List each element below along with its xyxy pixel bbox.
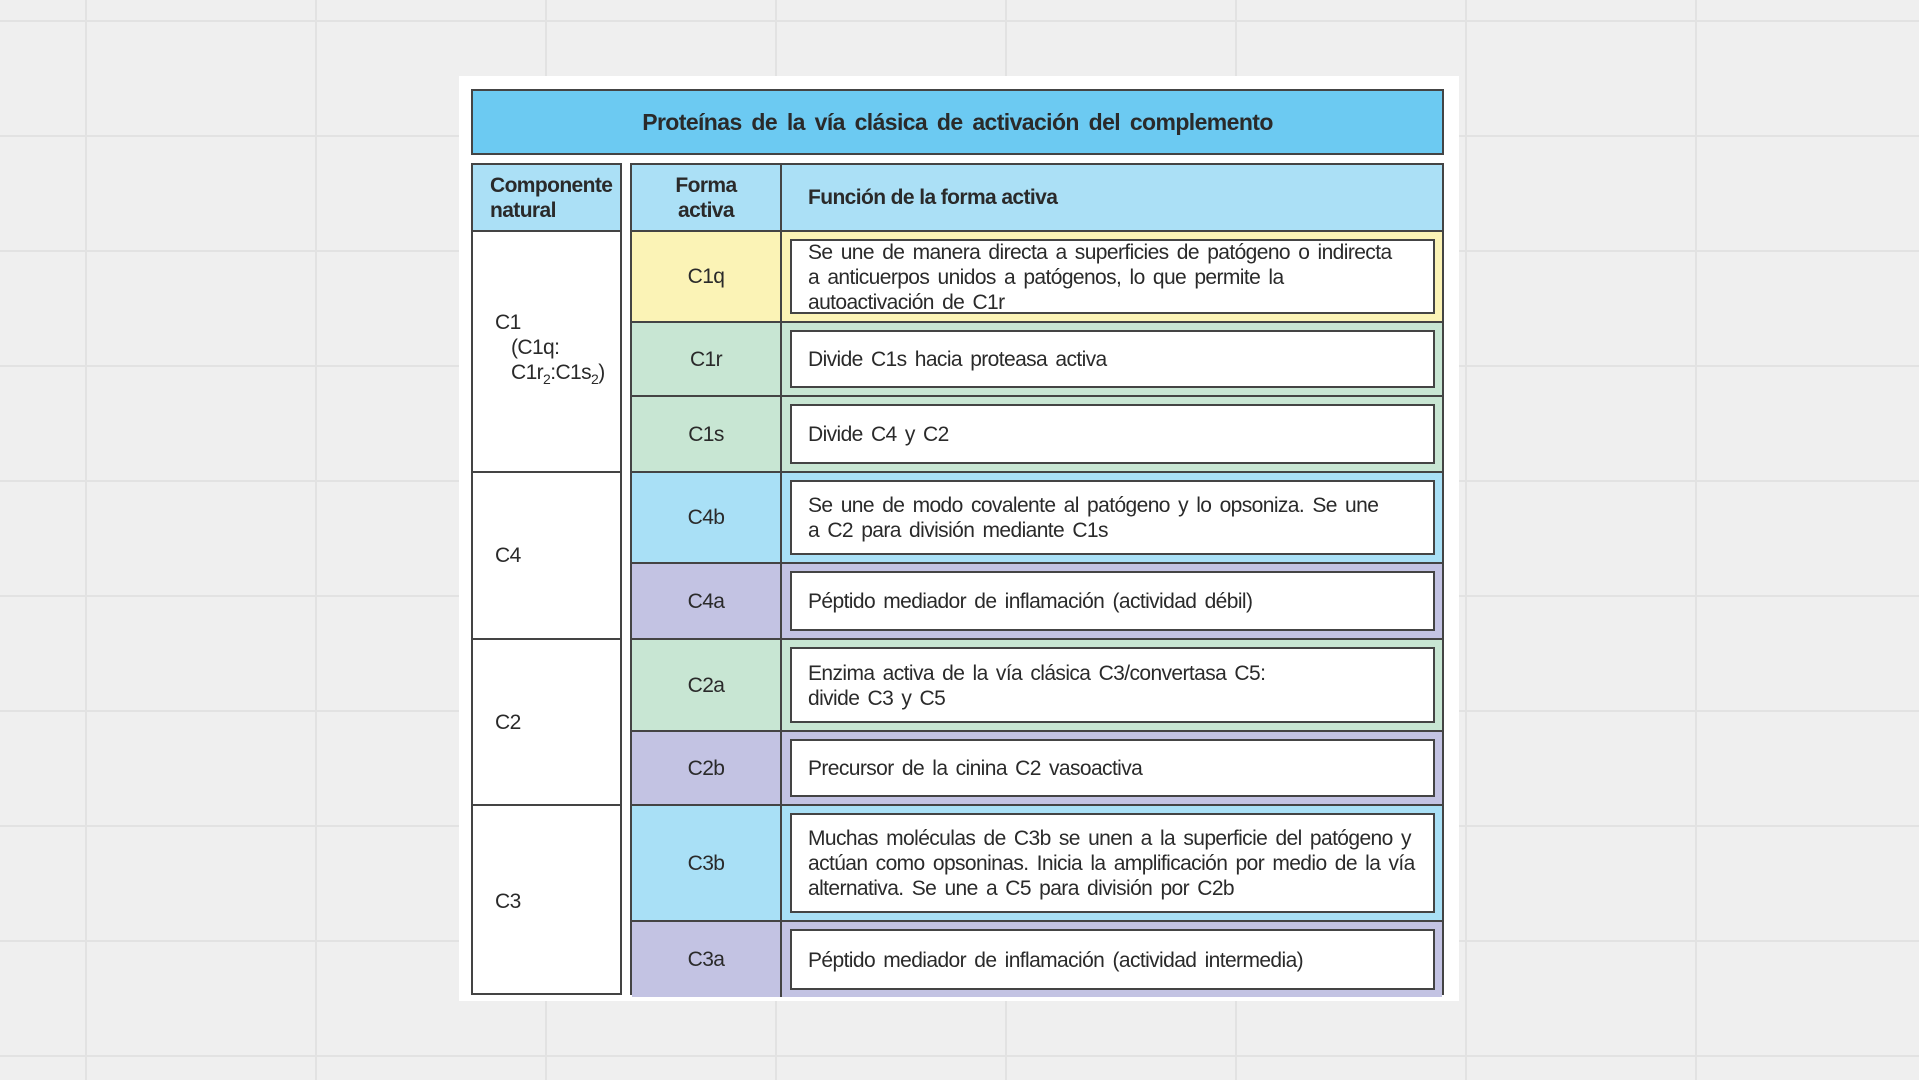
active-form: C4a (632, 564, 782, 638)
table-row (632, 564, 1442, 640)
component-name: C3 (495, 890, 521, 913)
function-line: Precursor de la cinina C2 vasoactiva (808, 757, 1143, 780)
table-row (632, 640, 1442, 732)
component-column (471, 163, 622, 995)
function-line: Divide C1s hacia proteasa activa (808, 348, 1107, 371)
function-line: a anticuerpos unidos a patógenos, lo que permite la (808, 265, 1284, 289)
header-function-label: Función de la forma activa (808, 186, 1058, 209)
function-box (790, 239, 1435, 314)
function-line: Se une de modo covalente al patógeno y lo opsoniza. Se une (808, 494, 1379, 517)
header-form-line: Forma (675, 173, 737, 197)
function-box (790, 929, 1435, 990)
component-group (473, 806, 620, 997)
function-box (790, 813, 1435, 913)
component-group (473, 473, 620, 640)
function-box (790, 647, 1435, 723)
header-form (632, 165, 782, 232)
forms-table (630, 163, 1444, 995)
function-box (790, 739, 1435, 797)
function-line: actúan como opsoninas. Inicia la amplificación por medio de la vía (808, 852, 1415, 875)
header-component (473, 165, 620, 232)
active-form: C1q (632, 232, 782, 321)
table-row (632, 922, 1442, 997)
function-line: Enzima activa de la vía clásica C3/convertasa C5: (808, 661, 1266, 685)
active-form: C4b (632, 473, 782, 562)
active-form: C1r (632, 323, 782, 395)
table-row (632, 323, 1442, 397)
active-form: C2a (632, 640, 782, 730)
function-line: Muchas moléculas de C3b se unen a la superficie del patógeno y (808, 827, 1411, 850)
header-form-line: activa (678, 198, 734, 222)
component-name: C2 (495, 710, 521, 734)
component-group (473, 640, 620, 806)
component-name: C4 (495, 544, 521, 567)
function-line: Péptido mediador de inflamación (actividad intermedia) (808, 948, 1304, 972)
function-line: Se une de manera directa a superficies de patógeno o indirecta (808, 240, 1392, 264)
table-row (632, 806, 1442, 922)
function-box (790, 330, 1435, 388)
table-row (632, 232, 1442, 323)
function-line: Péptido mediador de inflamación (actividad débil) (808, 590, 1253, 613)
function-box (790, 480, 1435, 555)
table-row (632, 732, 1442, 806)
active-form: C3b (632, 806, 782, 920)
active-form: C2b (632, 732, 782, 804)
component-name: C1 (495, 311, 521, 335)
function-line: Divide C4 y C2 (808, 423, 949, 446)
function-line: divide C3 y C5 (808, 686, 946, 710)
component-group (473, 232, 620, 473)
table-row (632, 397, 1442, 473)
function-line: a C2 para división mediante C1s (808, 519, 1108, 542)
function-line: alternativa. Se une a C5 para división por C2b (808, 877, 1234, 900)
header-function (782, 165, 1442, 232)
function-box (790, 404, 1435, 464)
header-component-label: Componente natural (490, 173, 613, 222)
table-title: Proteínas de la vía clásica de activación del complemento (471, 89, 1444, 155)
active-form: C1s (632, 397, 782, 471)
table-row (632, 473, 1442, 564)
component-detail: (C1q: $C1r_2:C1s_2$) (511, 336, 605, 388)
function-line: autoactivación de C1r (808, 290, 1005, 314)
active-form: C3a (632, 922, 782, 997)
function-box (790, 571, 1435, 631)
